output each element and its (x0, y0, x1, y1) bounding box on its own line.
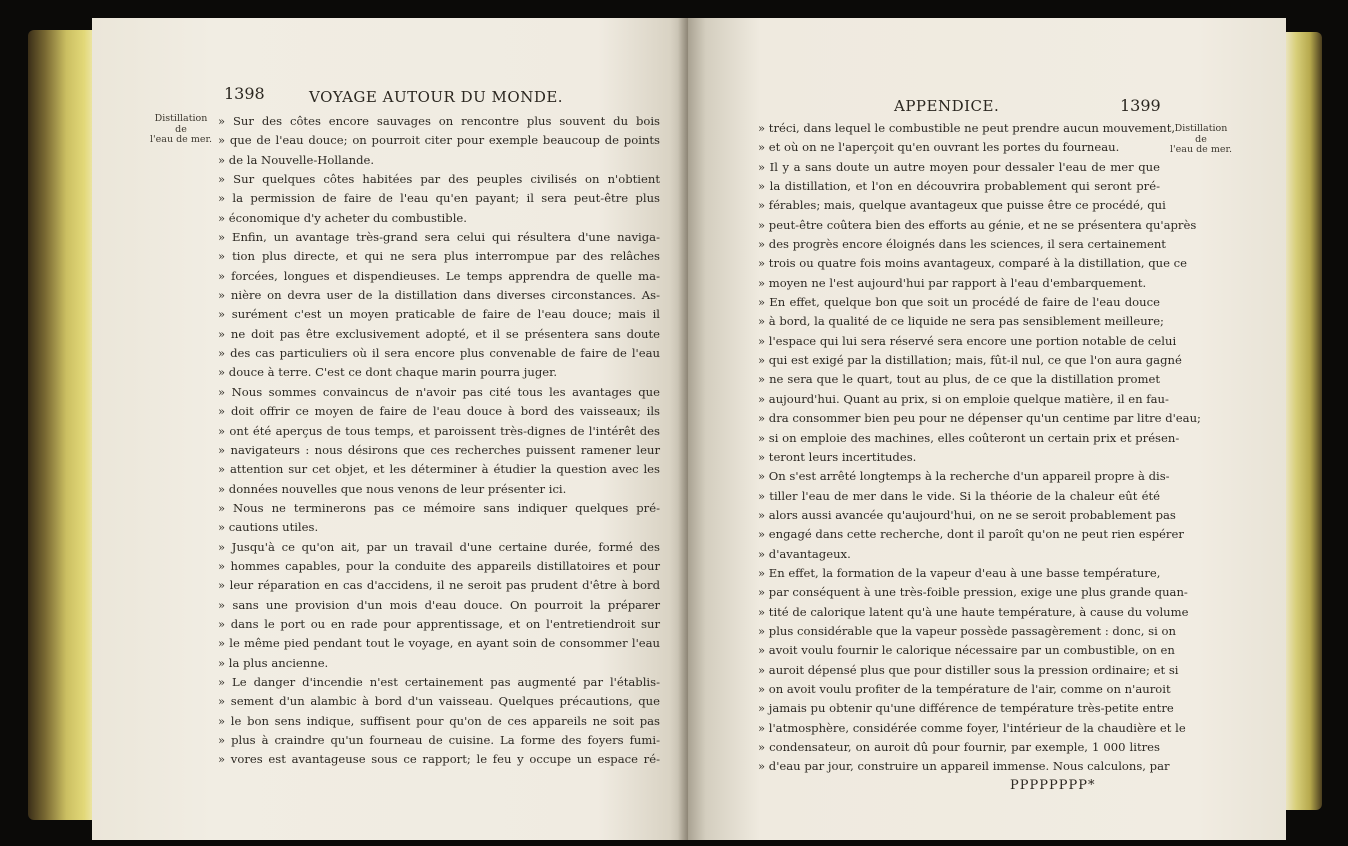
page-edges-right (1282, 32, 1322, 810)
text-line: » condensateur, on auroit dû pour fournir, par exemple, 1 000 litres (758, 740, 1160, 754)
text-line: » plus considérable que la vapeur possède passagèrement : donc, si on (758, 623, 1176, 638)
text-line: » le bon sens indique, suffisent pour qu'on de ces appareils ne soit pas (218, 713, 660, 728)
text-line: » qui est exigé par la distillation; mais, fût-il nul, ce que l'on aura gagné (758, 353, 1182, 368)
text-line: » économique d'y acheter du combustible. (218, 210, 467, 225)
text-line: » tréci, dans lequel le combustible ne peut prendre aucun mouvement, (758, 121, 1176, 135)
text-line: » navigateurs : nous désirons que ces recherches puissent ramener leur (218, 442, 660, 457)
text-line: » la permission de faire de l'eau qu'en payant; il sera peut-être plus (218, 191, 660, 206)
text-line: » la distillation, et l'on en découvrira probablement qui seront pré- (758, 179, 1160, 194)
text-line: » Nous ne terminerons pas ce mémoire sans indiquer quelques pré- (218, 500, 660, 515)
margin-note-line: l'eau de mer. (150, 134, 212, 145)
margin-note-line: Distillation (1174, 123, 1228, 134)
text-line: » Jusqu'à ce qu'on ait, par un travail d'une certaine durée, formé des (218, 539, 660, 554)
text-line: » alors aussi avancée qu'aujourd'hui, on ne se seroit probablement pas (758, 507, 1176, 522)
margin-note-line: de (175, 123, 187, 135)
text-line: » à bord, la qualité de ce liquide ne sera pas sensiblement meilleure; (758, 314, 1164, 329)
text-line: » des cas particuliers où il sera encore plus convenable de faire de l'eau (218, 346, 660, 361)
page-edges-left (28, 30, 98, 820)
text-line: » Le danger d'incendie n'est certainement pas augmenté par l'établis- (218, 674, 660, 689)
text-line: » l'espace qui lui sera réservé sera encore une portion notable de celui (758, 333, 1177, 348)
text-line: » la plus ancienne. (218, 655, 329, 670)
margin-note-line: de (1195, 133, 1207, 145)
text-line: » des progrès encore éloignés dans les sciences, il sera certainement (758, 237, 1166, 252)
text-line: » d'eau par jour, construire un appareil immense. Nous calculons, par (758, 759, 1170, 774)
text-line: » on avoit voulu profiter de la température de l'air, comme on n'auroit (758, 681, 1171, 696)
printer-signature: PPPPPPPP* (1010, 778, 1096, 793)
text-line: » doit offrir ce moyen de faire de l'eau douce à bord des vaisseaux; ils (218, 404, 660, 419)
text-line: » hommes capables, pour la conduite des appareils distillatoires et pour (218, 558, 660, 573)
text-line: » forcées, longues et dispendieuses. Le temps apprendra de quelle ma- (218, 268, 660, 283)
text-line: » nière on devra user de la distillation dans diverses circonstances. As- (218, 288, 660, 303)
text-line: » l'atmosphère, considérée comme foyer, l'intérieur de la chaudière et le (758, 720, 1186, 735)
text-line: » avoit voulu fournir le calorique nécessaire par un combustible, on en (758, 643, 1175, 658)
text-line: » d'avantageux. (758, 546, 851, 561)
text-line: » ne doit pas être exclusivement adopté, et il se présentera sans doute (218, 326, 660, 341)
text-line: » par conséquent à une très-foible pression, exige une plus grande quan- (758, 585, 1188, 600)
left-margin-note (146, 114, 216, 146)
text-line: » de la Nouvelle-Hollande. (218, 152, 375, 167)
text-line: » dra consommer bien peu pour ne dépenser qu'un centime par litre d'eau; (758, 411, 1201, 426)
text-line: » férables; mais, quelque avantageux que puisse être ce procédé, qui (758, 198, 1166, 213)
left-page-number: 1398 (224, 84, 265, 103)
right-margin-note (1166, 124, 1236, 156)
text-line: » tité de calorique latent qu'à une haute température, à cause du volume (758, 604, 1189, 619)
text-line: » En effet, quelque bon que soit un procédé de faire de l'eau douce (758, 295, 1160, 310)
text-line: » jamais pu obtenir qu'une différence de température très-petite entre (758, 701, 1174, 716)
text-line: » Sur quelques côtes habitées par des peuples civilisés on n'obtient (218, 172, 660, 187)
text-line: » attention sur cet objet, et les déterminer à étudier la question avec les (218, 462, 660, 477)
text-line: » que de l'eau douce; on pourroit citer pour exemple beaucoup de points (218, 133, 660, 148)
text-line: » plus à craindre qu'un fourneau de cuisine. La forme des foyers fumi- (218, 733, 660, 747)
open-book (28, 10, 1322, 846)
text-line: » surément c'est un moyen praticable de faire de l'eau douce; mais il (218, 307, 660, 322)
text-line: » On s'est arrêté longtemps à la recherche d'un appareil propre à dis- (758, 469, 1170, 484)
text-line: » aujourd'hui. Quant au prix, si on emploie quelque matière, il en fau- (758, 391, 1169, 406)
left-body-text (218, 112, 660, 770)
text-line: » Enfin, un avantage très-grand sera celui qui résultera d'une naviga- (218, 230, 660, 245)
text-line: » peut-être coûtera bien des efforts au génie, et ne se présentera qu'après (758, 217, 1197, 232)
margin-note-line: Distillation (154, 113, 208, 124)
text-line: » teront leurs incertitudes. (758, 449, 917, 464)
text-line: » tion plus directe, et qui ne sera plus interrompue par des relâches (218, 249, 660, 264)
margin-note-line: l'eau de mer. (1170, 144, 1232, 155)
left-page (92, 18, 688, 840)
text-line: » tiller l'eau de mer dans le vide. Si la théorie de la chaleur eût été (758, 488, 1160, 503)
text-line: » Sur des côtes encore sauvages on rencontre plus souvent du bois (218, 114, 660, 128)
text-line: » si on emploie des machines, elles coûteront un certain prix et présen- (758, 430, 1180, 445)
text-line: » sans une provision d'un mois d'eau douce. On pourroit la préparer (218, 597, 660, 612)
text-line: » et où on ne l'aperçoit qu'en ouvrant les portes du fourneau. (758, 140, 1120, 155)
text-line: » Il y a sans doute un autre moyen pour dessaler l'eau de mer que (758, 159, 1160, 174)
text-line: » sement d'un alambic à bord d'un vaisseau. Quelques précautions, que (218, 694, 660, 709)
text-line: » ont été aperçus de tous temps, et paroissent très-dignes de l'intérêt des (218, 423, 660, 438)
text-line: » trois ou quatre fois moins avantageux, comparé à la distillation, que ce (758, 256, 1187, 271)
text-line: » Nous sommes convaincus de n'avoir pas cité tous les avantages que (218, 384, 660, 399)
left-running-head: VOYAGE AUTOUR DU MONDE. (309, 88, 564, 106)
right-page (688, 18, 1286, 840)
text-line: » auroit dépensé plus que pour distiller sous la pression ordinaire; et si (758, 662, 1179, 677)
text-line: » moyen ne l'est aujourd'hui par rapport à l'eau d'embarquement. (758, 275, 1147, 290)
text-line: » cautions utiles. (218, 520, 319, 535)
text-line: » dans le port ou en rade pour apprentissage, et on l'entretiendroit sur (218, 616, 660, 631)
text-line: » En effet, la formation de la vapeur d'eau à une basse température, (758, 565, 1161, 580)
text-line: » vores est avantageuse sous ce rapport; le feu y occupe un espace ré- (218, 752, 660, 767)
text-line: » leur réparation en cas d'accidens, il ne seroit pas prudent d'être à bord (218, 578, 660, 593)
right-page-number: 1399 (1120, 96, 1161, 115)
right-body-text (758, 119, 1201, 777)
text-line: » ne sera que le quart, tout au plus, de ce que la distillation promet (758, 372, 1160, 387)
text-line: » le même pied pendant tout le voyage, en ayant soin de consommer l'eau (218, 636, 660, 651)
text-line: » données nouvelles que nous venons de leur présenter ici. (218, 481, 567, 496)
right-running-head: APPENDICE. (894, 97, 1000, 115)
text-line: » engagé dans cette recherche, dont il paroît qu'on ne peut rien espérer (758, 527, 1184, 542)
text-line: » douce à terre. C'est ce dont chaque marin pourra juger. (218, 365, 558, 380)
